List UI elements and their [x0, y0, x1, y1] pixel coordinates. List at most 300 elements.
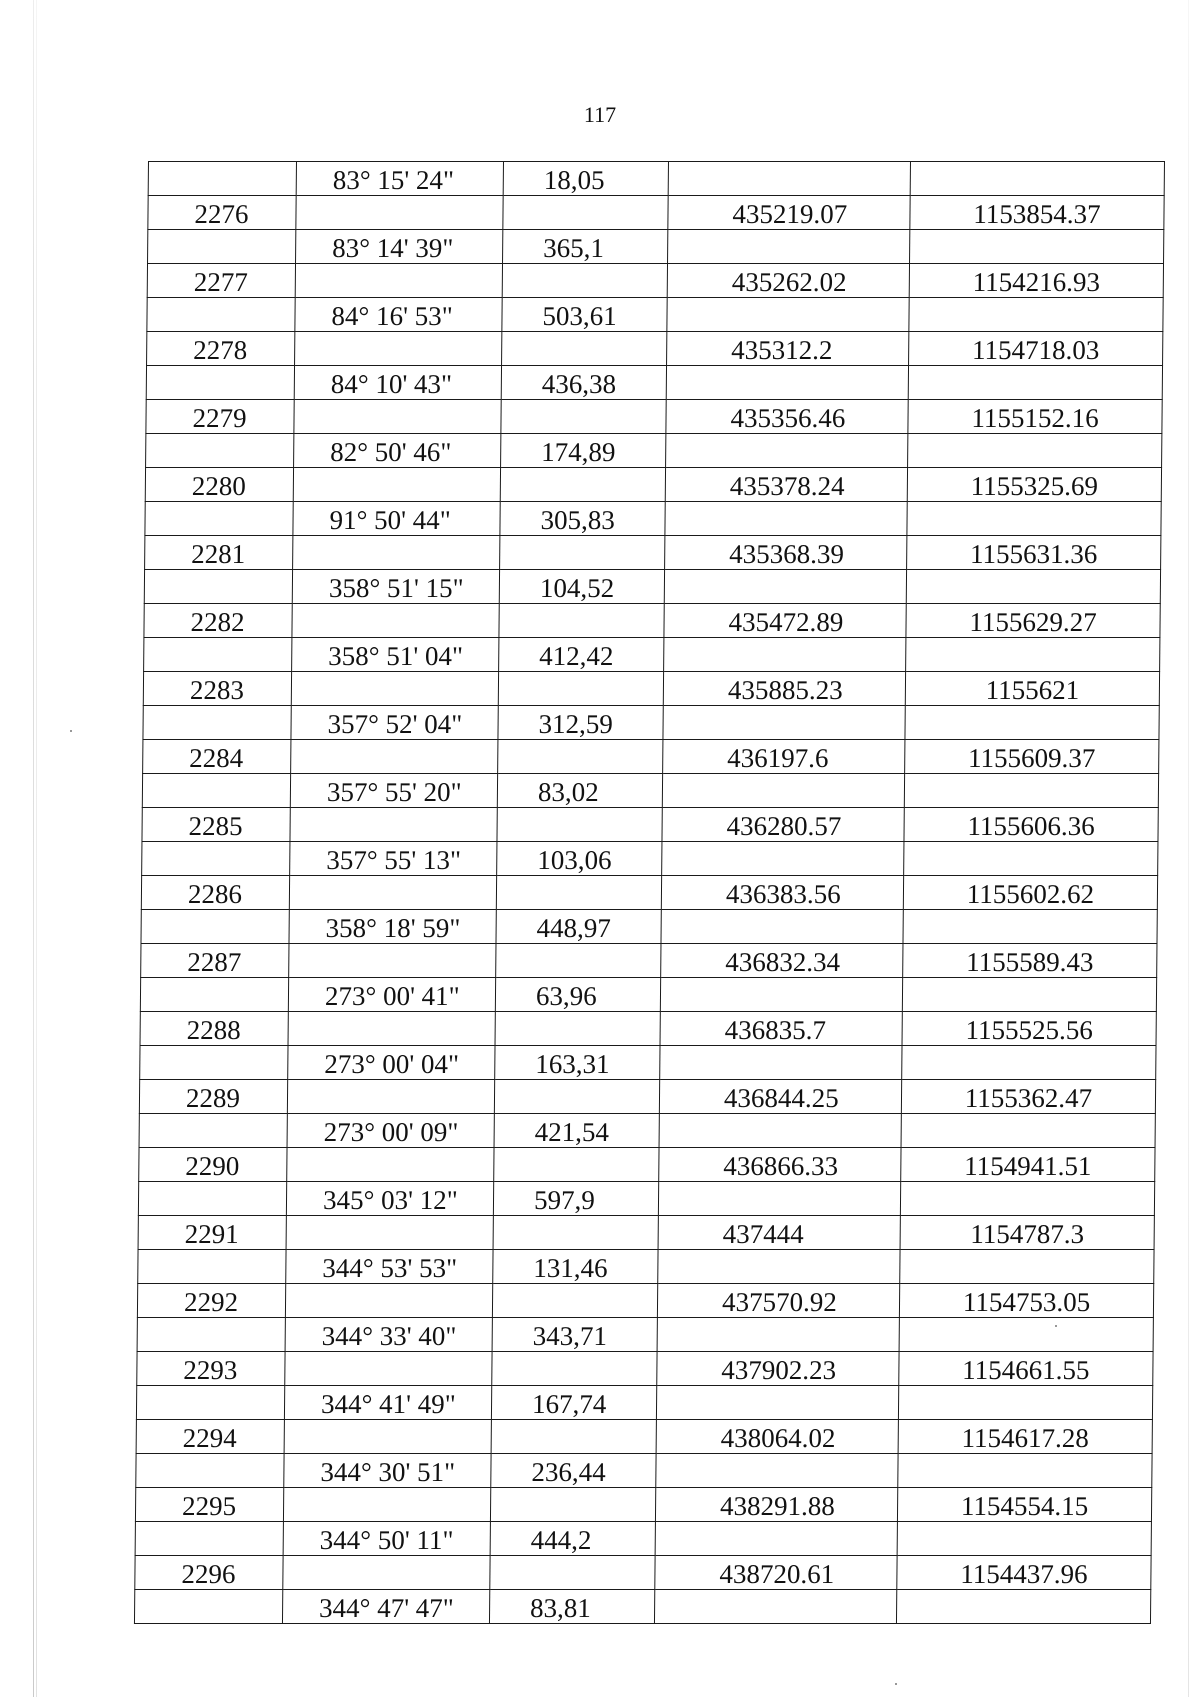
angle-value: 345° 03' 12" [322, 1185, 458, 1215]
angle-cell [288, 1046, 495, 1080]
y-cell [897, 1522, 1151, 1556]
distance-cell [500, 468, 665, 502]
x-value: 436866.33 [723, 1151, 839, 1181]
angle-cell [285, 1318, 492, 1352]
distance-cell [490, 1522, 655, 1556]
point-value: 2292 [183, 1287, 239, 1317]
point-cell [135, 1556, 283, 1590]
point-row [143, 672, 1159, 706]
scan-edge-line [33, 0, 34, 1697]
y-cell [904, 774, 1158, 808]
distance-value: 103,06 [537, 845, 612, 875]
y-value: 1154787.3 [970, 1219, 1085, 1249]
angle-cell [286, 1216, 493, 1250]
x-value: 437570.92 [721, 1287, 837, 1317]
point-cell [141, 910, 289, 944]
segment-row [139, 1114, 1155, 1148]
point-value: 2280 [191, 471, 247, 501]
point-row [148, 196, 1164, 230]
point-cell [136, 1386, 284, 1420]
y-cell [905, 672, 1159, 706]
angle-value: 83° 15' 24" [332, 165, 455, 195]
distance-cell [491, 1454, 656, 1488]
y-value: 1154216.93 [972, 267, 1101, 297]
x-value: 437902.23 [721, 1355, 837, 1385]
angle-cell [296, 230, 503, 264]
y-value: 1155325.69 [970, 471, 1099, 501]
point-cell [146, 434, 294, 468]
distance-cell [491, 1386, 656, 1420]
distance-cell [495, 1046, 660, 1080]
x-value: 435472.89 [728, 607, 844, 637]
x-cell [665, 468, 907, 502]
segment-row [142, 774, 1158, 808]
distance-cell [492, 1318, 657, 1352]
scan-edge-line [36, 0, 37, 1697]
segment-row [143, 706, 1159, 740]
point-cell [142, 808, 290, 842]
point-value: 2289 [185, 1083, 241, 1113]
point-cell [136, 1420, 284, 1454]
distance-cell [494, 1114, 659, 1148]
x-cell [660, 978, 902, 1012]
point-row [139, 1148, 1155, 1182]
scan-speck [1055, 1325, 1057, 1327]
x-cell [665, 502, 907, 536]
y-cell [901, 1114, 1155, 1148]
y-value: 1153854.37 [973, 199, 1101, 229]
y-value [897, 1622, 1150, 1623]
angle-value: 357° 55' 13" [326, 845, 462, 875]
angle-cell [283, 1556, 490, 1590]
point-cell [140, 1012, 288, 1046]
x-cell [659, 1148, 901, 1182]
point-cell [142, 774, 290, 808]
point-value: 2282 [190, 607, 245, 637]
angle-cell [289, 944, 496, 978]
angle-cell [283, 1488, 490, 1522]
point-value: 2287 [187, 947, 242, 977]
distance-cell [499, 638, 664, 672]
y-value: 1155602.62 [966, 879, 1095, 909]
angle-cell [294, 400, 501, 434]
segment-row [138, 1182, 1154, 1216]
y-value: 1155152.16 [971, 403, 1099, 433]
x-cell [655, 1488, 897, 1522]
point-value: 2286 [187, 879, 243, 909]
segment-row [147, 298, 1163, 332]
x-cell [666, 366, 908, 400]
point-cell [145, 536, 293, 570]
point-cell [135, 1488, 283, 1522]
distance-cell [503, 162, 668, 196]
angle-cell [295, 332, 502, 366]
x-cell [668, 162, 910, 196]
angle-cell [289, 876, 496, 910]
y-cell [905, 740, 1159, 774]
angle-value: 344° 47' 47" [318, 1593, 454, 1623]
x-cell [666, 400, 908, 434]
point-value: 2279 [192, 403, 247, 433]
distance-cell [503, 196, 668, 230]
point-cell [137, 1318, 285, 1352]
point-cell [145, 502, 293, 536]
distance-cell [494, 1080, 659, 1114]
angle-value: 344° 30' 51" [320, 1457, 456, 1487]
x-cell [656, 1386, 898, 1420]
angle-value: 344° 50' 11" [319, 1525, 454, 1555]
distance-value: 163,31 [535, 1049, 610, 1079]
distance-value: 421,54 [534, 1117, 610, 1147]
point-cell [140, 978, 288, 1012]
y-cell [908, 434, 1162, 468]
angle-value: 344° 33' 40" [321, 1321, 457, 1351]
point-value: 2291 [184, 1219, 239, 1249]
point-value: 2293 [183, 1355, 238, 1385]
x-cell [657, 1352, 899, 1386]
y-value: 1155589.43 [966, 947, 1094, 977]
y-cell [902, 978, 1156, 1012]
x-value: 435262.02 [731, 267, 847, 297]
y-cell [896, 1590, 1150, 1624]
distance-cell [496, 876, 661, 910]
point-value [181, 1622, 282, 1623]
x-cell [664, 604, 906, 638]
point-value: 2283 [189, 675, 245, 705]
angle-value: 82° 50' 46" [330, 437, 452, 467]
y-cell [907, 468, 1161, 502]
distance-cell [492, 1352, 657, 1386]
segment-row [142, 842, 1158, 876]
point-value: 2295 [181, 1491, 237, 1521]
distance-cell [493, 1216, 658, 1250]
point-row [142, 808, 1158, 842]
distance-value: 305,83 [540, 505, 615, 535]
y-cell [900, 1216, 1154, 1250]
point-cell [146, 400, 294, 434]
y-value: 1154554.15 [960, 1491, 1089, 1521]
distance-cell [499, 604, 664, 638]
angle-value: 344° 41' 49" [320, 1389, 456, 1419]
point-value: 2277 [193, 267, 248, 297]
x-cell [665, 536, 907, 570]
angle-cell [296, 162, 503, 196]
x-cell [666, 434, 908, 468]
x-cell [660, 1012, 902, 1046]
y-value: 1154941.51 [964, 1151, 1092, 1181]
segment-row [141, 910, 1157, 944]
point-value: 2285 [188, 811, 243, 841]
y-cell [898, 1386, 1152, 1420]
segment-row [140, 1046, 1156, 1080]
point-cell [139, 1080, 287, 1114]
distance-cell [503, 230, 668, 264]
distance-value: 167,74 [531, 1389, 607, 1419]
distance-value: 365,1 [543, 233, 605, 263]
x-value: 436383.56 [725, 879, 841, 909]
distance-cell [493, 1250, 658, 1284]
x-cell [657, 1318, 899, 1352]
point-row [137, 1284, 1153, 1318]
x-cell [668, 196, 910, 230]
y-cell [905, 706, 1159, 740]
y-cell [907, 536, 1161, 570]
x-cell [661, 944, 903, 978]
distance-cell [501, 366, 666, 400]
scan-speck [895, 1683, 897, 1685]
point-value: 2288 [186, 1015, 241, 1045]
distance-cell [502, 332, 667, 366]
angle-cell [293, 468, 500, 502]
point-cell [142, 842, 290, 876]
point-cell [136, 1454, 284, 1488]
point-value: 2281 [191, 539, 246, 569]
angle-cell [291, 706, 498, 740]
distance-cell [497, 842, 662, 876]
angle-cell [294, 434, 501, 468]
y-value: 1154718.03 [971, 335, 1100, 365]
angle-value: 273° 00' 04" [324, 1049, 460, 1079]
y-cell [899, 1284, 1153, 1318]
point-cell [145, 468, 293, 502]
angle-value: 91° 50' 44" [329, 505, 451, 535]
y-cell [902, 1012, 1156, 1046]
x-value: 437444 [722, 1219, 804, 1249]
distance-cell [490, 1488, 655, 1522]
x-cell [664, 570, 906, 604]
y-cell [910, 196, 1164, 230]
y-value: 1155629.27 [969, 607, 1097, 637]
angle-cell [292, 638, 499, 672]
angle-cell [290, 808, 497, 842]
point-row [135, 1556, 1151, 1590]
point-cell [134, 1590, 282, 1624]
x-cell [657, 1284, 899, 1318]
point-cell [146, 366, 294, 400]
point-cell [147, 264, 295, 298]
segment-row [144, 570, 1160, 604]
angle-value: 357° 52' 04" [327, 709, 463, 739]
x-value: 438720.61 [719, 1559, 835, 1589]
point-row [146, 400, 1162, 434]
y-value: 1155362.47 [964, 1083, 1093, 1113]
x-cell [664, 638, 906, 672]
angle-cell [294, 366, 501, 400]
x-value: 435219.07 [732, 199, 848, 229]
point-row [143, 740, 1159, 774]
angle-cell [286, 1182, 493, 1216]
point-cell [137, 1352, 285, 1386]
x-cell [667, 264, 909, 298]
point-row [144, 604, 1160, 638]
distance-cell [489, 1590, 654, 1624]
x-cell [658, 1182, 900, 1216]
angle-value: 344° 53' 53" [322, 1253, 458, 1283]
angle-cell [292, 604, 499, 638]
point-value: 2284 [189, 743, 244, 773]
y-cell [899, 1318, 1153, 1352]
page-number: 117 [583, 102, 617, 127]
x-cell [667, 332, 909, 366]
y-cell [909, 298, 1163, 332]
point-cell [140, 1046, 288, 1080]
segment-row [144, 638, 1160, 672]
y-cell [898, 1454, 1152, 1488]
distance-value: 236,44 [531, 1457, 606, 1487]
distance-cell [498, 672, 663, 706]
distance-cell [496, 944, 661, 978]
angle-cell [291, 672, 498, 706]
x-value: 436844.25 [723, 1083, 839, 1113]
x-cell [655, 1522, 897, 1556]
y-cell [907, 502, 1161, 536]
point-cell [147, 332, 295, 366]
distance-value: 104,52 [539, 573, 615, 603]
segment-row [136, 1386, 1152, 1420]
angle-cell [282, 1590, 489, 1624]
distance-value: 444,2 [530, 1525, 592, 1555]
angle-value: 358° 18' 59" [325, 913, 461, 943]
y-cell [900, 1250, 1154, 1284]
scan-speck [70, 730, 72, 732]
angle-cell [288, 1012, 495, 1046]
distance-cell [498, 740, 663, 774]
point-cell [143, 672, 291, 706]
point-cell [148, 162, 296, 196]
point-row [147, 332, 1163, 366]
angle-cell [283, 1522, 490, 1556]
y-cell [898, 1420, 1152, 1454]
angle-cell [290, 774, 497, 808]
x-value: 436280.57 [726, 811, 842, 841]
y-value: 1154661.55 [962, 1355, 1090, 1385]
segment-row [134, 1590, 1150, 1624]
x-cell [656, 1420, 898, 1454]
y-cell [906, 638, 1160, 672]
distance-value: 83,02 [537, 777, 599, 807]
distance-value: 448,97 [536, 913, 612, 943]
y-value: 1155525.56 [965, 1015, 1093, 1045]
angle-cell [284, 1420, 491, 1454]
distance-value: 18,05 [543, 165, 605, 195]
angle-cell [284, 1386, 491, 1420]
coordinates-table-body [134, 162, 1164, 1624]
point-row [147, 264, 1163, 298]
x-cell [658, 1250, 900, 1284]
distance-value: 597,9 [533, 1185, 595, 1215]
x-cell [655, 1556, 897, 1590]
distance-value: 412,42 [539, 641, 614, 671]
distance-cell [493, 1182, 658, 1216]
point-value: 2278 [193, 335, 248, 365]
distance-cell [491, 1420, 656, 1454]
point-row [145, 536, 1161, 570]
y-cell [899, 1352, 1153, 1386]
distance-cell [502, 298, 667, 332]
point-cell [144, 570, 292, 604]
angle-value: 84° 16' 53" [331, 301, 453, 331]
x-cell [662, 808, 904, 842]
angle-value: 273° 00' 09" [323, 1117, 459, 1147]
x-cell [662, 842, 904, 876]
point-cell [147, 298, 295, 332]
x-value: 435378.24 [729, 471, 845, 501]
y-value: 1155631.36 [969, 539, 1098, 569]
y-cell [910, 162, 1164, 196]
x-value: 438291.88 [719, 1491, 835, 1521]
angle-cell [296, 196, 503, 230]
point-cell [148, 230, 296, 264]
x-cell [667, 298, 909, 332]
y-cell [903, 910, 1157, 944]
x-value: 436832.34 [725, 947, 841, 977]
x-value [719, 1622, 896, 1623]
y-cell [904, 842, 1158, 876]
angle-cell [285, 1284, 492, 1318]
y-cell [910, 230, 1164, 264]
distance-cell [497, 774, 662, 808]
y-cell [908, 400, 1162, 434]
y-cell [909, 332, 1163, 366]
x-cell [663, 706, 905, 740]
y-cell [897, 1488, 1151, 1522]
distance-value: 436,38 [541, 369, 617, 399]
y-cell [902, 1046, 1156, 1080]
point-row [141, 944, 1157, 978]
y-value: 1154437.96 [960, 1559, 1088, 1589]
distance-cell [496, 910, 661, 944]
distance-cell [490, 1556, 655, 1590]
x-cell [661, 910, 903, 944]
y-cell [909, 264, 1163, 298]
distance-cell [498, 706, 663, 740]
point-row [140, 1012, 1156, 1046]
point-row [141, 876, 1157, 910]
y-value: 1154753.05 [962, 1287, 1091, 1317]
distance-cell [501, 400, 666, 434]
angle-value: 357° 55' 20" [326, 777, 462, 807]
angle-cell [285, 1352, 492, 1386]
x-cell [663, 672, 905, 706]
x-cell [663, 740, 905, 774]
y-cell [900, 1182, 1154, 1216]
y-cell [903, 876, 1157, 910]
point-cell [138, 1250, 286, 1284]
distance-value: 343,71 [532, 1321, 608, 1351]
distance-cell [495, 978, 660, 1012]
point-cell [141, 876, 289, 910]
point-cell [137, 1284, 285, 1318]
angle-cell [287, 1080, 494, 1114]
x-cell [654, 1590, 896, 1624]
x-cell [656, 1454, 898, 1488]
point-value: 2296 [181, 1559, 236, 1589]
distance-value: 83,81 [529, 1593, 592, 1623]
angle-cell [290, 842, 497, 876]
y-cell [903, 944, 1157, 978]
x-cell [658, 1216, 900, 1250]
angle-cell [295, 298, 502, 332]
angle-value: 84° 10' 43" [330, 369, 453, 399]
angle-cell [295, 264, 502, 298]
x-value: 435356.46 [730, 403, 846, 433]
x-value: 435885.23 [727, 675, 843, 705]
segment-row [148, 230, 1164, 264]
distance-value: 131,46 [533, 1253, 608, 1283]
x-cell [659, 1080, 901, 1114]
angle-cell [289, 910, 496, 944]
point-cell [144, 604, 292, 638]
